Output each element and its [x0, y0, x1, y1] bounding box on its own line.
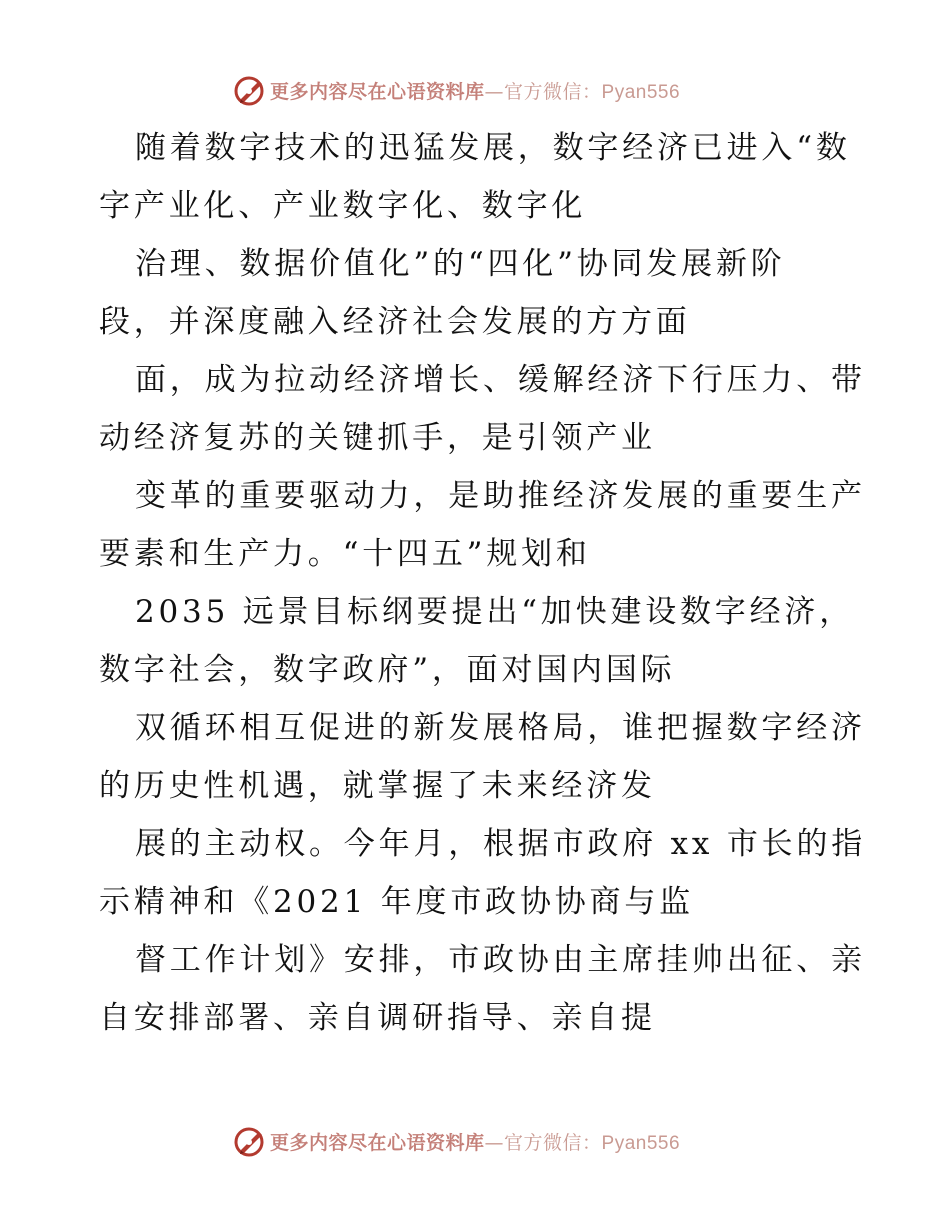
text-line: 要素和生产力。“十四五”规划和 — [99, 536, 591, 572]
watermark-wechat-id: Pyan556 — [601, 81, 681, 103]
watermark-lead: 更多内容尽在心语资料库 — [270, 1131, 485, 1154]
watermark-group — [232, 1121, 680, 1161]
watermark-text — [270, 1128, 680, 1155]
watermark-dash: — — [484, 1131, 505, 1154]
watermark-official: 官方微信： — [504, 80, 602, 103]
text-line: 随着数字技术的迅猛发展，数字经济已进入“数 — [135, 130, 851, 166]
text-line: 面，成为拉动经济增长、缓解经济下行压力、带 — [135, 362, 866, 398]
text-line: 动经济复苏的关键抓手，是引领产业 — [99, 420, 656, 456]
text-line: 治理、数据价值化”的“四化”协同发展新阶 — [135, 246, 786, 282]
pen-logo-icon — [232, 73, 266, 107]
watermark-group — [232, 70, 680, 110]
watermark-text — [270, 77, 680, 104]
footer-watermark — [0, 1121, 950, 1161]
pen-logo-icon — [232, 1124, 266, 1158]
watermark-dash: — — [484, 80, 505, 103]
header-watermark — [0, 70, 950, 110]
text-line: 2035 远景目标纲要提出“加快建设数字经济， — [135, 594, 854, 630]
watermark-lead: 更多内容尽在心语资料库 — [270, 80, 485, 103]
text-line: 示精神和《2021 年度市政协协商与监 — [99, 884, 694, 920]
watermark-wechat-id: Pyan556 — [601, 1132, 681, 1154]
text-line: 展的主动权。今年月，根据市政府 xx 市长的指 — [135, 826, 867, 862]
text-line: 字产业化、产业数字化、数字化 — [99, 188, 587, 224]
text-line: 段，并深度融入经济社会发展的方方面 — [99, 304, 691, 340]
text-line: 数字社会，数字政府”，面对国内国际 — [99, 652, 676, 688]
watermark-official: 官方微信： — [504, 1131, 602, 1154]
text-line: 督工作计划》安排，市政协由主席挂帅出征、亲 — [135, 942, 866, 978]
text-line: 自安排部署、亲自调研指导、亲自提 — [99, 1000, 656, 1036]
text-line: 双循环相互促进的新发展格局，谁把握数字经济 — [135, 710, 866, 746]
text-line: 的历史性机遇，就掌握了未来经济发 — [99, 768, 656, 804]
text-line: 变革的重要驱动力，是助推经济发展的重要生产 — [135, 478, 866, 514]
